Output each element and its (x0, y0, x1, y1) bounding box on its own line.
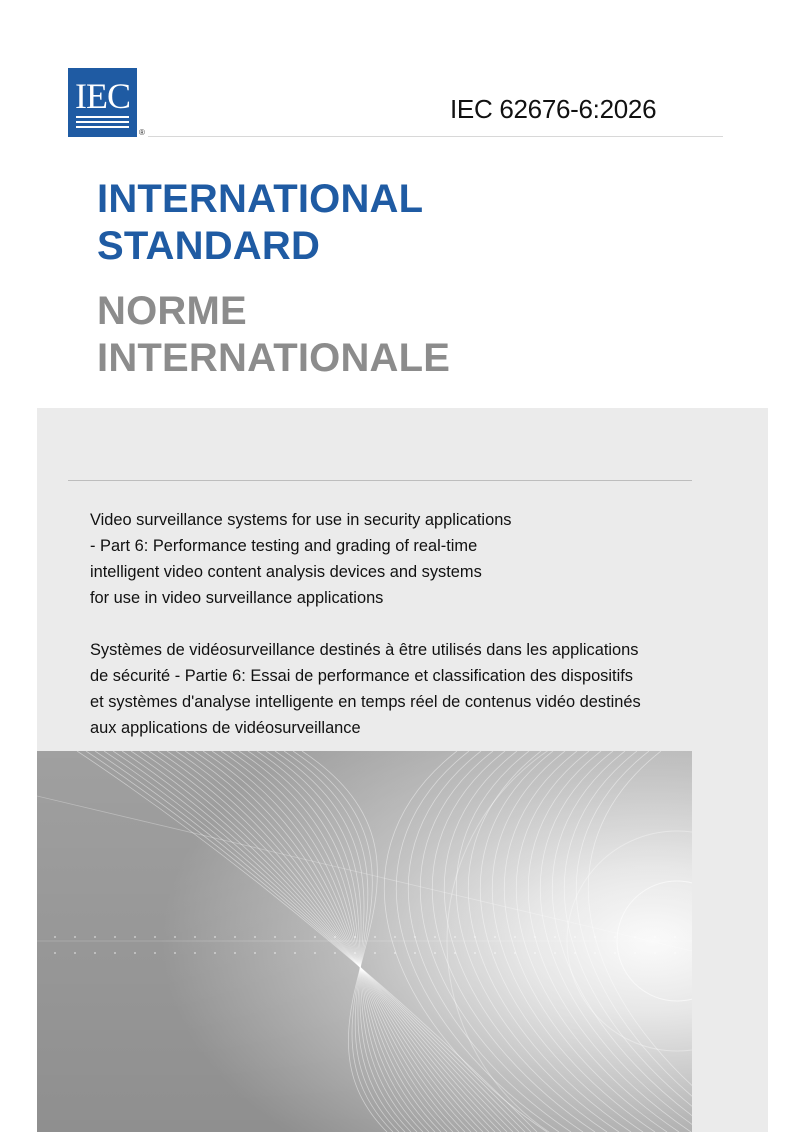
decorative-dot (574, 936, 576, 938)
decorative-dot (354, 952, 356, 954)
decorative-dot (674, 936, 676, 938)
decorative-dot (454, 952, 456, 954)
document-number: IEC 62676-6:2026 (450, 94, 657, 124)
panel-divider (68, 480, 692, 481)
decorative-dot (474, 952, 476, 954)
decorative-dot (614, 952, 616, 954)
decorative-dot (114, 936, 116, 938)
decorative-dot (354, 936, 356, 938)
desc-fr-line: aux applications de vidéosurveillance (90, 719, 361, 737)
decorative-dot (274, 952, 276, 954)
decorative-dot (534, 936, 536, 938)
decorative-dot (454, 936, 456, 938)
decorative-dot (74, 952, 76, 954)
decorative-dot (54, 936, 56, 938)
decorative-dot (554, 936, 556, 938)
decorative-dot (514, 952, 516, 954)
decorative-dot (94, 936, 96, 938)
decorative-dot (214, 936, 216, 938)
cover-artwork (37, 751, 692, 1132)
title-english (97, 176, 423, 270)
decorative-dot (214, 952, 216, 954)
decorative-dot (114, 952, 116, 954)
decorative-dot (334, 952, 336, 954)
decorative-dot (494, 936, 496, 938)
title-en-line-1: INTERNATIONAL (97, 177, 424, 221)
description-french (90, 637, 641, 741)
decorative-dot (54, 952, 56, 954)
decorative-dot (374, 952, 376, 954)
desc-en-line: - Part 6: Performance testing and grading of real-time (90, 537, 478, 555)
decorative-dot (154, 936, 156, 938)
decorative-dot (314, 952, 316, 954)
decorative-dot (274, 936, 276, 938)
logo-lines (76, 113, 129, 128)
decorative-dot (654, 936, 656, 938)
title-fr-line-1: NORME (97, 289, 247, 333)
decorative-dot (394, 952, 396, 954)
decorative-dot (414, 936, 416, 938)
iec-logo (68, 68, 137, 137)
header-divider (148, 136, 723, 137)
decorative-dot (174, 952, 176, 954)
title-french (97, 288, 450, 382)
decorative-dot (254, 952, 256, 954)
decorative-dot (514, 936, 516, 938)
decorative-dot (614, 936, 616, 938)
decorative-dot (334, 936, 336, 938)
decorative-dot (154, 952, 156, 954)
decorative-dot (194, 952, 196, 954)
decorative-dot (374, 936, 376, 938)
decorative-dot (254, 936, 256, 938)
decorative-dot (394, 936, 396, 938)
decorative-dot (634, 952, 636, 954)
desc-en-line: Video surveillance systems for use in security applications (90, 511, 512, 529)
description-english (90, 507, 512, 611)
decorative-dot (674, 952, 676, 954)
desc-fr-line: Systèmes de vidéosurveillance destinés à être utilisés dans les applications (90, 641, 639, 659)
decorative-dot (654, 952, 656, 954)
decorative-dot (594, 952, 596, 954)
desc-en-line: for use in video surveillance applications (90, 589, 384, 607)
logo-text: IEC (75, 76, 130, 116)
decorative-dot (534, 952, 536, 954)
title-en-line-2: STANDARD (97, 224, 321, 268)
decorative-dot (234, 952, 236, 954)
decorative-dot (194, 936, 196, 938)
decorative-dot (174, 936, 176, 938)
registered-mark: ® (139, 128, 145, 137)
desc-en-line: intelligent video content analysis devices and systems (90, 563, 482, 581)
decorative-dot (134, 936, 136, 938)
desc-fr-line: et systèmes d'analyse intelligente en temps réel de contenus vidéo destinés (90, 693, 641, 711)
decorative-dot (294, 936, 296, 938)
decorative-dot (414, 952, 416, 954)
desc-fr-line: de sécurité - Partie 6: Essai de performance et classification des dispositifs (90, 667, 633, 685)
decorative-dot (494, 952, 496, 954)
decorative-dot (314, 936, 316, 938)
decorative-dot (94, 952, 96, 954)
decorative-dot (574, 952, 576, 954)
decorative-dot (434, 952, 436, 954)
decorative-dot (74, 936, 76, 938)
decorative-dot (294, 952, 296, 954)
decorative-dot (134, 952, 136, 954)
decorative-dot (434, 936, 436, 938)
decorative-dot (234, 936, 236, 938)
decorative-dot (554, 952, 556, 954)
decorative-dot (594, 936, 596, 938)
decorative-dot (474, 936, 476, 938)
title-fr-line-2: INTERNATIONALE (97, 336, 451, 380)
